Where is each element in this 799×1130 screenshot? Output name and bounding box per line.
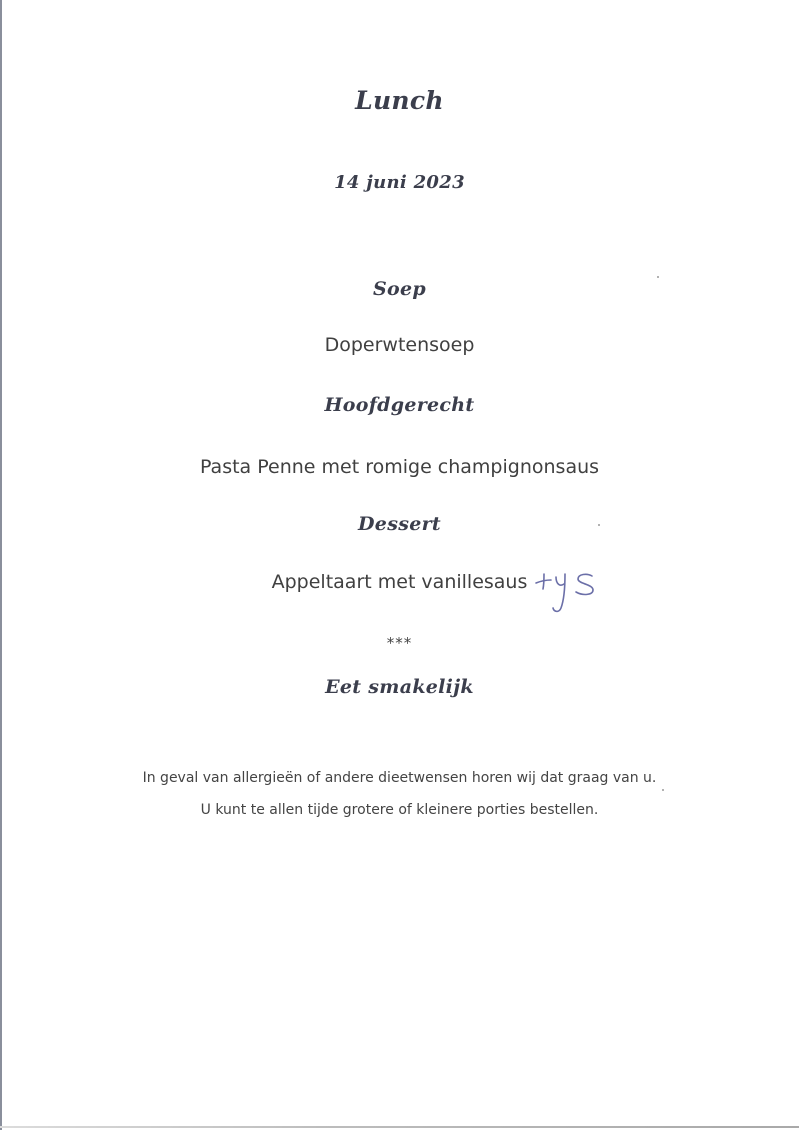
scan-speck (598, 524, 600, 526)
portion-note: U kunt te allen tijde grotere of kleinere porties bestellen. (200, 802, 599, 818)
dessert-line (0, 571, 799, 593)
menu-title: Lunch (355, 86, 444, 115)
scan-left-edge (0, 0, 2, 1130)
allergy-note: In geval van allergieën of andere dieetwensen horen wij dat graag van u. (142, 770, 657, 786)
section-heading-soup: Soep (373, 278, 426, 300)
section-heading-dessert: Dessert (358, 513, 441, 535)
separator-stars: *** (386, 634, 413, 652)
menu-date: 14 juni 2023 (334, 172, 465, 193)
dish-main-course: Pasta Penne met romige champignonsaus (199, 456, 600, 478)
scan-bottom-edge (0, 1126, 799, 1128)
scan-speck (657, 276, 659, 278)
closing-phrase: Eet smakelijk (325, 676, 474, 698)
dish-dessert: Appeltaart met vanillesaus (271, 571, 528, 593)
dish-soup: Doperwtensoep (324, 334, 475, 356)
section-heading-main-course: Hoofdgerecht (324, 394, 475, 416)
handwritten-addition-ys (534, 568, 600, 618)
scan-speck (662, 789, 664, 791)
